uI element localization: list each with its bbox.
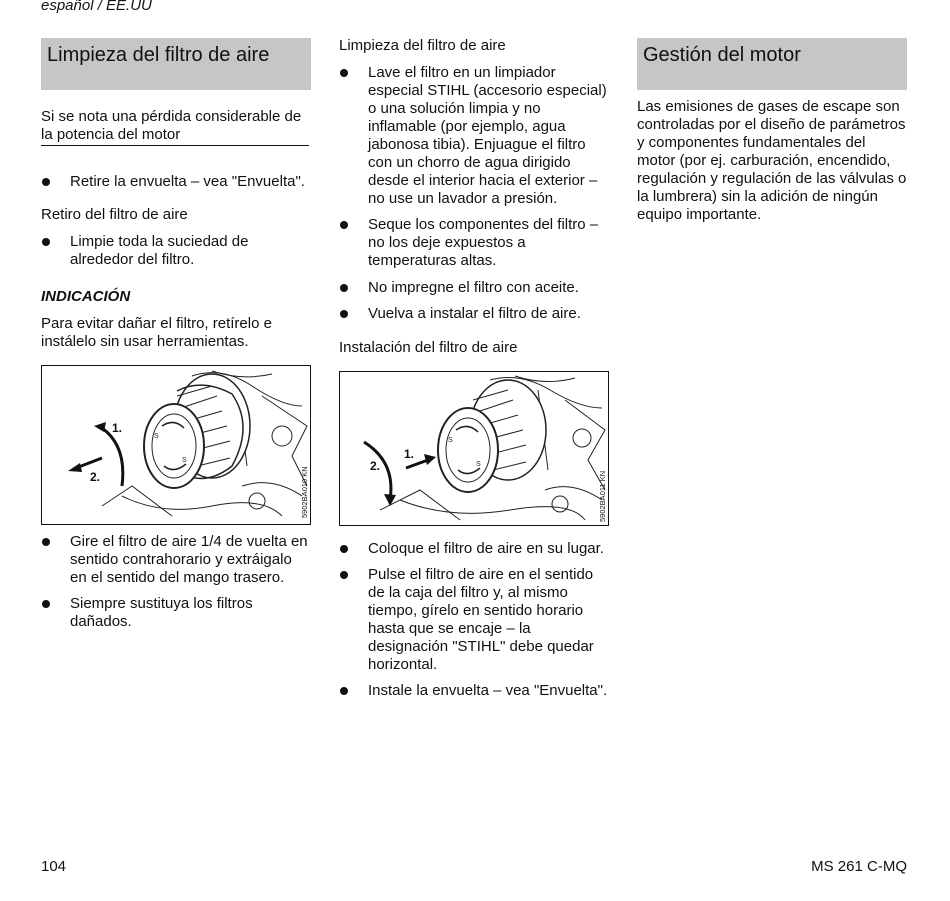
bullet-press-rotate: Pulse el filtro de aire en el sentido de la caja del filtro y, al mismo tiempo, gírelo en sentido horario hasta que se encaje – la designación "STIHL" debe quedar horizontal. <box>339 566 609 674</box>
bullet-wash-filter: Lave el filtro en un limpiador especial STIHL (accesorio especial) o una solución limpia y no inflamable (por ejemplo, agua jabonosa tibia). Enjuague el filtro con un chorro de agua dirigido desde el interior hacia el exterior – no use un lavador a presión. <box>339 64 609 208</box>
bullet-replace-damaged: Siempre sustituya los filtros dañados. <box>41 595 311 631</box>
model-name: MS 261 C-MQ <box>811 858 907 875</box>
bullet-clean-dirt: Limpie toda la suciedad de alrededor del filtro. <box>41 233 311 269</box>
subheading-power-loss: Si se nota una pérdida considerable de la potencia del motor <box>41 108 309 146</box>
bullet-dot <box>340 571 348 579</box>
svg-text:S: S <box>154 433 159 440</box>
bullet-reinstall: Vuelva a instalar el filtro de aire. <box>339 305 609 323</box>
bullet-dot <box>340 310 348 318</box>
bullet-dot <box>340 221 348 229</box>
filter-install-illustration <box>340 372 608 525</box>
bullet-install-cover: Instale la envuelta – vea "Envuelta". <box>339 682 611 700</box>
bullet-dot <box>340 687 348 695</box>
engine-management-paragraph: Las emisiones de gases de escape son controladas por el diseño de parámetros y componentes fundamentales del motor (por ej. carburación, encendido, regulación y regulación de las válvulas o la lumbrera) sin la adición de ningún equipo importante. <box>637 98 907 223</box>
bullet-remove-cover: Retire la envuelta – vea "Envuelta". <box>41 173 311 191</box>
figure-filter-removal <box>41 365 311 525</box>
bullet-dot <box>42 238 50 246</box>
subheading-cleaning: Limpieza del filtro de aire <box>339 37 506 54</box>
figure-code: 5902BA010 KN <box>300 466 309 518</box>
bullet-dot <box>42 178 50 186</box>
notice-text: Para evitar dañar el filtro, retírelo e instálelo sin usar herramientas. <box>41 315 272 350</box>
svg-text:S: S <box>448 437 453 444</box>
step-2-label: 2. <box>370 459 381 473</box>
bullet-place-filter: Coloque el filtro de aire en su lugar. <box>339 540 609 558</box>
bullet-dot <box>42 538 50 546</box>
notice-title: INDICACIÓN <box>41 288 131 305</box>
insert-arrow <box>364 442 436 506</box>
page-number: 104 <box>41 858 67 875</box>
svg-text:S: S <box>182 457 187 464</box>
figure-code: 5902BA011 KN <box>598 470 607 522</box>
bullet-dot <box>340 69 348 77</box>
step-1-label: 1. <box>112 421 123 435</box>
bullet-dot <box>340 545 348 553</box>
step-1-label: 1. <box>404 447 415 461</box>
air-filter-drawing <box>144 374 250 488</box>
subheading-filter-removal: Retiro del filtro de aire <box>41 206 188 223</box>
filter-removal-illustration <box>42 366 310 524</box>
section-heading-air-filter: Limpieza del filtro de aire <box>41 38 311 90</box>
bullet-dry-components: Seque los componentes del filtro – no los deje expuestos a temperaturas altas. <box>339 216 609 270</box>
bullet-dot <box>42 600 50 608</box>
air-filter-drawing <box>438 380 546 492</box>
step-2-label: 2. <box>90 470 101 484</box>
bullet-rotate-filter: Gire el filtro de aire 1/4 de vuelta en sentido contrahorario y extráigalo en el sentido del mango trasero. <box>41 533 311 587</box>
subheading-install: Instalación del filtro de aire <box>339 339 518 356</box>
bullet-no-oil: No impregne el filtro con aceite. <box>339 279 609 297</box>
svg-text:S: S <box>476 461 481 468</box>
language-label: español / EE.UU <box>41 0 152 14</box>
figure-filter-install <box>339 371 609 526</box>
section-heading-engine-management: Gestión del motor <box>637 38 907 90</box>
bullet-dot <box>340 284 348 292</box>
